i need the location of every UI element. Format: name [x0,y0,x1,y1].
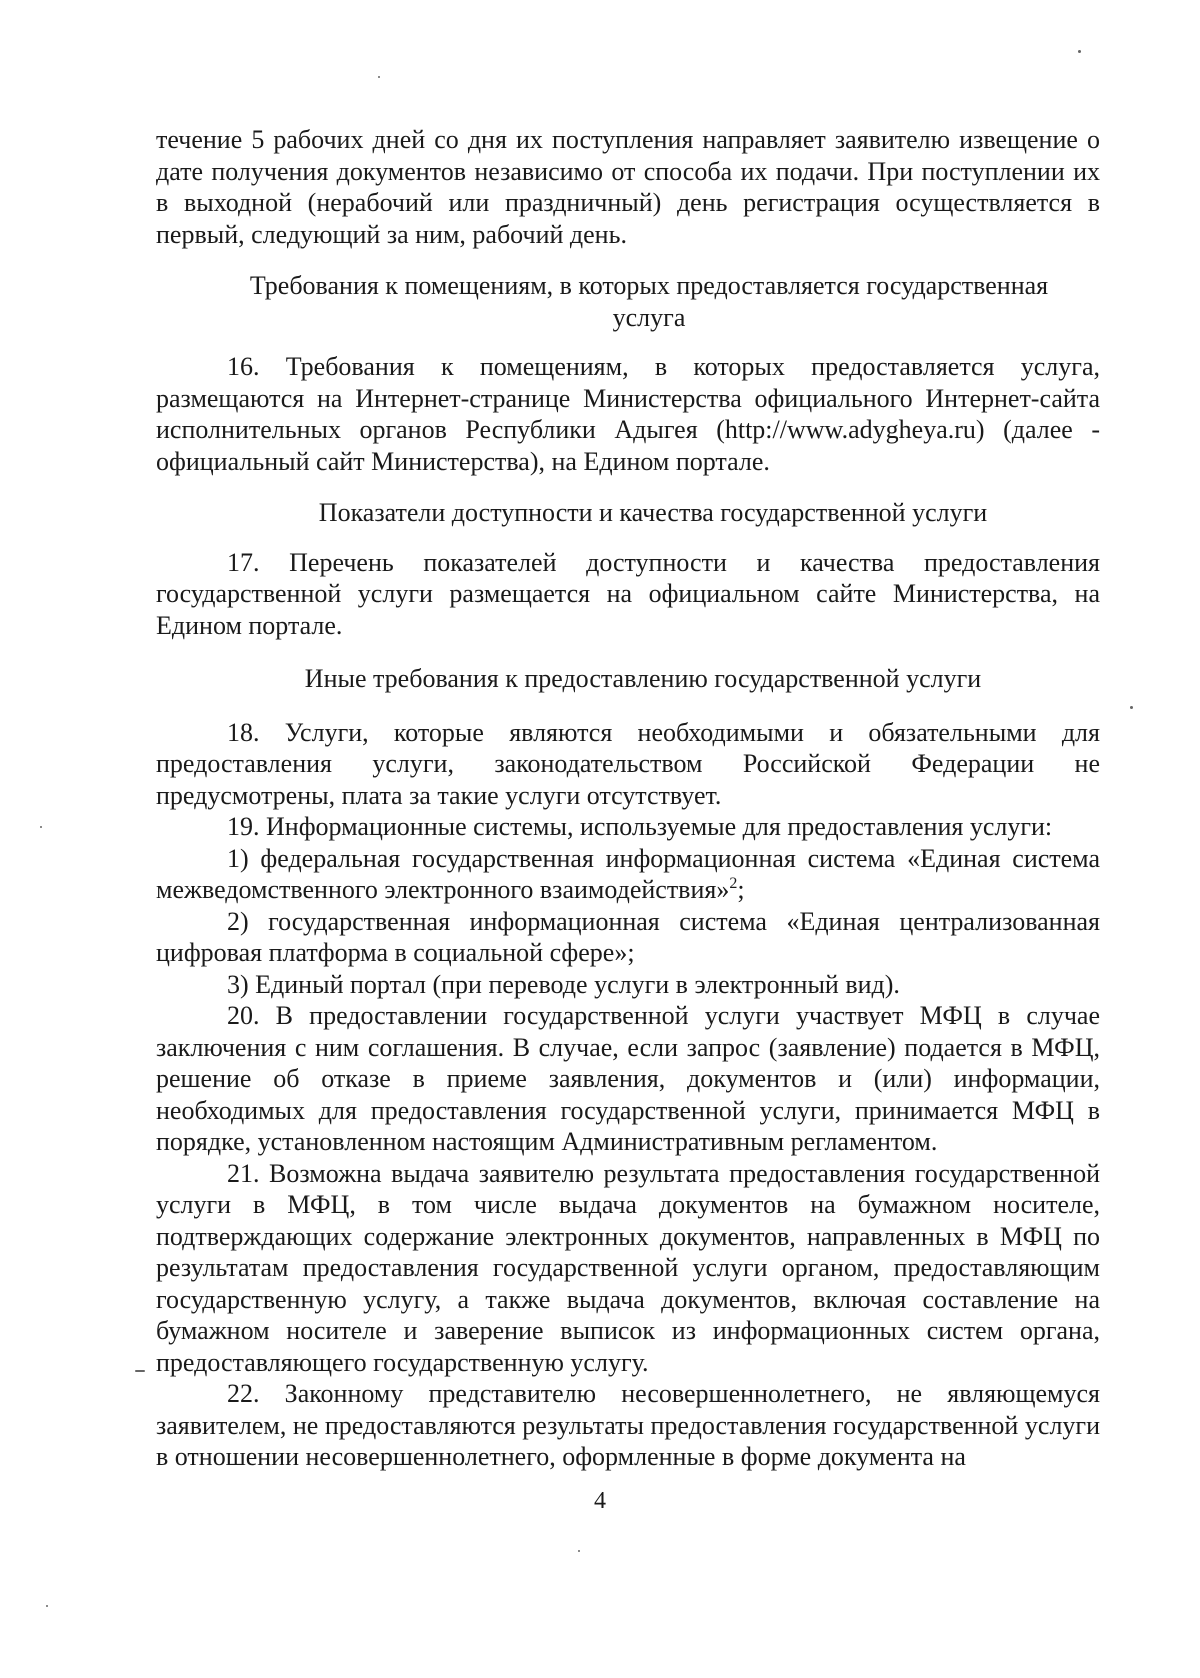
page-number: 4 [594,1488,606,1514]
paragraph-19-item-1 [156,843,1100,906]
scan-speck [578,1550,580,1552]
paragraph-19-item-2: 2) государственная информационная система «Единая централизованная цифровая платформа в социальной сфере»; [156,906,1100,967]
paragraph-continuation: течение 5 рабочих дней со дня их поступления направляет заявителю извещение о дате получения документов независимо от способа их подачи. При поступлении их в выходной (нерабочий или праздничный) день регистрация осуществляется в первый, следующий за ним, рабочий день. [156,125,1100,249]
section-heading-other-requirements: Иные требования к предоставлению государственной услуги [304,664,982,693]
paragraph-19-item-3: 3) Единый портал (при переводе услуги в электронный вид). [227,969,900,999]
footnote-marker: 2 [729,875,738,892]
paragraph-17: 17. Перечень показателей доступности и качества предоставления государственной услуги размещается на официальном сайте Министерства, на Едином портале. [156,547,1100,640]
paragraph-19: 19. Информационные системы, используемые для предоставления услуги: [227,812,1053,841]
paragraph-20: 20. В предоставлении государственной услуги участвует МФЦ в случае заключения с ним соглашения. В случае, если запрос (заявление) подается в МФЦ, решение об отказе в приеме заявления, документов и (или) информации, необходимых для предоставления государственной услуги, принимается МФЦ в порядке, установленном настоящим Административным регламентом. [156,1001,1100,1156]
paragraph-18: 18. Услуги, которые являются необходимыми и обязательными для предоставления услуги, законодательством Российской Федерации не предусмотрены, плата за такие услуги отсутствует. [156,717,1100,810]
scan-speck [1078,50,1081,53]
paragraph-21: 21. Возможна выдача заявителю результата предоставления государственной услуги в МФЦ, в том числе выдача документов на бумажном носителе, подтверждающих содержание электронных документов, направленных в МФЦ по результатам предоставления государственной услуги органом, предоставляющим государственную услугу, а также выдача документов, включая составление на бумажном носителе и заверение выписок из информационных систем органа, предоставляющего государственную услугу. [156,1158,1100,1377]
scan-speck [135,1370,145,1372]
paragraph-22: 22. Законному представителю несовершеннолетнего, не являющемуся заявителем, не предоставляются результаты предоставления государственной услуги в отношении несовершеннолетнего, оформленные в форме документа на [156,1379,1100,1471]
scan-speck [40,826,42,828]
scan-speck [1130,706,1133,709]
paragraph-16: 16. Требования к помещениям, в которых предоставляется услуга, размещаются на Интернет-странице Министерства официального Интернет-сайта исполнительных органов Республики Адыгея (http://www.adygheya.ru) (далее - официальный сайт Министерства), на Едином портале. [156,352,1100,476]
section-heading-indicators: Показатели доступности и качества государственной услуги [318,498,988,527]
document-page [156,124,1100,1473]
scan-speck [378,76,380,78]
section-heading-premises: Требования к помещениям, в которых предоставляется государственная услуга [249,271,1049,332]
paragraph-19-item-1-end: ; [737,875,745,904]
scan-speck [46,1605,48,1607]
paragraph-19-item-1-text: 1) федеральная государственная информационная система «Единая система межведомственного электронного взаимодействия» [156,843,1100,904]
